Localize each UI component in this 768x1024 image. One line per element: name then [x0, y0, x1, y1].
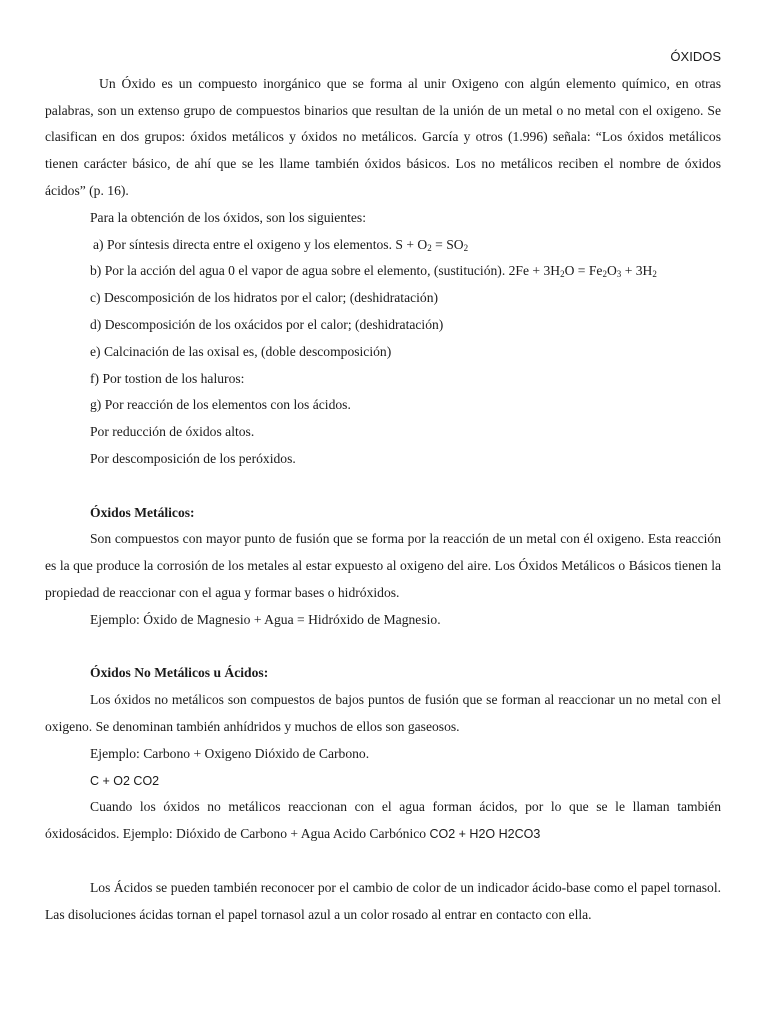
list-item-b-text: O = Fe — [564, 263, 603, 279]
acidos-paragraph: Los Ácidos se pueden también reconocer por el cambio de color de un indicador ácido-base como el papel tornasol. Las disoluciones ácidas tornan el papel tornasol azul a un color rosado al entrar en contacto con ella. — [45, 879, 721, 922]
document-page — [45, 44, 721, 928]
list-item-a-text: = SO — [431, 236, 464, 252]
no-metalicos-text: Cuando los óxidos no metálicos reaccionan con el agua forman ácidos, por lo que se le llaman también óxidosácidos. Ejemplo: Dióxido de Carbono + Agua Acido Carbónico — [45, 799, 721, 842]
subscript: 2 — [463, 242, 469, 253]
subscript: 2 — [652, 269, 657, 280]
intro-paragraph: Un Óxido es un compuesto inorgánico que se forma al unir Oxigeno con algún elemento químico, en otras palabras, son un extenso grupo de compuestos binarios que resultan de la unión de un metal o no metal con el oxigeno. Se clasifican en dos grupos: óxidos metálicos y óxidos no metálicos. García y otros (1.996) señala: “Los óxidos metálicos tienen carácter básico, de ahí que se les llame también óxidos básicos. Los no metálicos reciben el nombre de óxidos ácidos” (p. 16). — [45, 75, 721, 198]
section-heading-metalicos: Óxidos Metálicos: — [90, 504, 195, 520]
list-item-c: c) Descomposición de los hidratos por el calor; (deshidratación) — [90, 290, 439, 306]
spacer — [45, 634, 721, 661]
list-item-d: d) Descomposición de los oxácidos por el calor; (deshidratación) — [90, 316, 444, 332]
subscript: 2 — [427, 242, 432, 253]
metalicos-paragraph: Son compuestos con mayor punto de fusión que se forma por la reacción de un metal con él oxigeno. Esta reacción es la que produce la corrosión de los metales al estar expuesto al oxigeno del aire. Los Óxidos Metálicos o Básicos tienen la propiedad de reaccionar con el agua y formar bases o hidróxidos. — [45, 531, 721, 600]
subscript: 2 — [602, 269, 607, 280]
list-item-a — [45, 232, 721, 259]
subscript: 2 — [560, 269, 565, 280]
obtencion-intro: Para la obtención de los óxidos, son los siguientes: — [90, 209, 366, 225]
page-title: ÓXIDOS — [670, 49, 721, 64]
spacer — [45, 848, 721, 875]
list-item-b — [45, 258, 721, 285]
list-item-e: e) Calcinación de las oxisal es, (doble descomposición) — [90, 343, 392, 359]
list-item-b-text: b) Por la acción del agua 0 el vapor de agua sobre el elemento, (sustitución). 2Fe + 3H — [90, 263, 561, 279]
list-item-g: g) Por reacción de los elementos con los ácidos. — [90, 397, 351, 413]
list-item-i: Por descomposición de los peróxidos. — [90, 450, 296, 466]
list-item-a-text: a) Por síntesis directa entre el oxigeno y los elementos. S + O — [93, 236, 428, 252]
no-metalicos-formula-2: CO2 + H2O H2CO3 — [429, 827, 541, 842]
list-item-b-text: + 3H — [621, 263, 653, 279]
list-item-f: f) Por tostion de los haluros: — [90, 370, 245, 386]
list-item-h: Por reducción de óxidos altos. — [90, 424, 255, 440]
list-item-b-text: O — [606, 263, 617, 279]
no-metalicos-paragraph: Los óxidos no metálicos son compuestos de bajos puntos de fusión que se forman al reaccionar un no metal con el oxigeno. Se denominan también anhídridos y muchos de ellos son gaseosos. — [45, 692, 721, 734]
no-metalicos-ejemplo: Ejemplo: Carbono + Oxigeno Dióxido de Carbono. — [90, 745, 370, 761]
metalicos-ejemplo: Ejemplo: Óxido de Magnesio + Agua = Hidróxido de Magnesio. — [90, 611, 441, 627]
no-metalicos-formula: C + O2 CO2 — [90, 773, 160, 788]
subscript: 3 — [616, 269, 622, 280]
section-heading-no-metalicos: Óxidos No Metálicos u Ácidos: — [90, 665, 269, 681]
no-metalicos-paragraph-2 — [45, 794, 721, 848]
spacer — [45, 473, 721, 500]
